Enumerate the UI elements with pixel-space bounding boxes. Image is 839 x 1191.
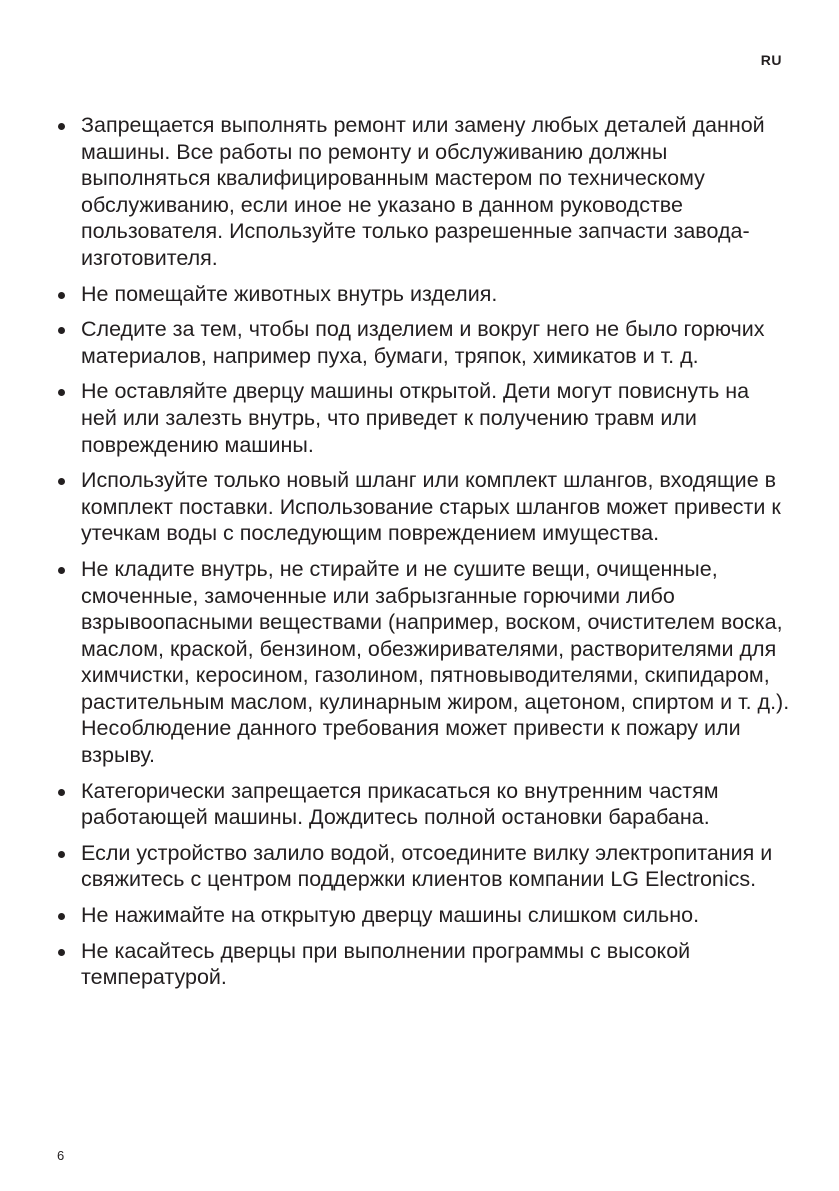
page-number: 6 — [57, 1148, 65, 1163]
bullet-icon — [58, 389, 65, 396]
list-item-text: Не оставляйте дверцу машины открытой. Дети могут повиснуть на ней или залезть внутрь, что приведет к получению травм или повреждению машины. — [81, 379, 750, 457]
list-item-text: Следите за тем, чтобы под изделием и вокруг него не было горючих материалов, например пуха, бумаги, тряпок, химикатов и т. д. — [81, 317, 765, 368]
safety-instructions-list — [55, 112, 790, 1000]
list-item-text: Не помещайте животных внутрь изделия. — [81, 281, 498, 306]
bullet-icon — [58, 949, 65, 956]
list-item — [55, 467, 790, 547]
list-item — [55, 316, 790, 369]
list-item — [55, 556, 790, 769]
bullet-icon — [58, 327, 65, 334]
list-item-text: Не касайтесь дверцы при выполнении программы с высокой температурой. — [81, 938, 691, 990]
list-item-text: Категорически запрещается прикасаться ко внутренним частям работающей машины. Дождитесь полной остановки барабана. — [81, 778, 719, 830]
list-item — [55, 938, 790, 991]
list-item-text: Не нажимайте на открытую дверцу машины слишком сильно. — [81, 903, 700, 928]
language-label: RU — [760, 52, 782, 68]
bullet-icon — [58, 478, 65, 485]
bullet-icon — [58, 123, 65, 130]
list-item-text: Не кладите внутрь, не стирайте и не сушите вещи, очищенные, смоченные, замоченные или забрызганные горючими либо взрывоопасными веществами (например, воском, очистителем воска, маслом, краской, бензином, обезжиривателями, растворителями для химчистки, керосином, газолином, пятновыводителями, скипидаром, растительным маслом, кулинарным жиром, ацетоном, спиртом и т. д.). Несоблюдение данного требования может привести к пожару или взрыву. — [81, 556, 790, 768]
bullet-icon — [58, 292, 65, 299]
bullet-icon — [58, 851, 65, 858]
list-item-text: Если устройство залило водой, отсоедините вилку электропитания и свяжитесь с центром поддержки клиентов компании LG Electronics. — [81, 840, 773, 892]
bullet-icon — [58, 913, 65, 920]
bullet-icon — [58, 567, 65, 574]
list-item — [55, 378, 790, 458]
list-item — [55, 778, 790, 831]
list-item-text: Используйте только новый шланг или комплект шлангов, входящие в комплект поставки. Использование старых шлангов может привести к утечкам воды с последующим повреждением имущества. — [81, 468, 781, 546]
bullet-icon — [58, 789, 65, 796]
list-item — [55, 840, 790, 893]
list-item — [55, 281, 790, 308]
list-item — [55, 902, 790, 929]
list-item — [55, 112, 790, 272]
list-item-text: Запрещается выполнять ремонт или замену любых деталей данной машины. Все работы по ремонту и обслуживанию должны выполняться квалифицированным мастером по техническому обслуживанию, если иное не указано в данном руководстве пользователя. Используйте только разрешенные запчасти завода-изготовителя. — [81, 113, 765, 270]
